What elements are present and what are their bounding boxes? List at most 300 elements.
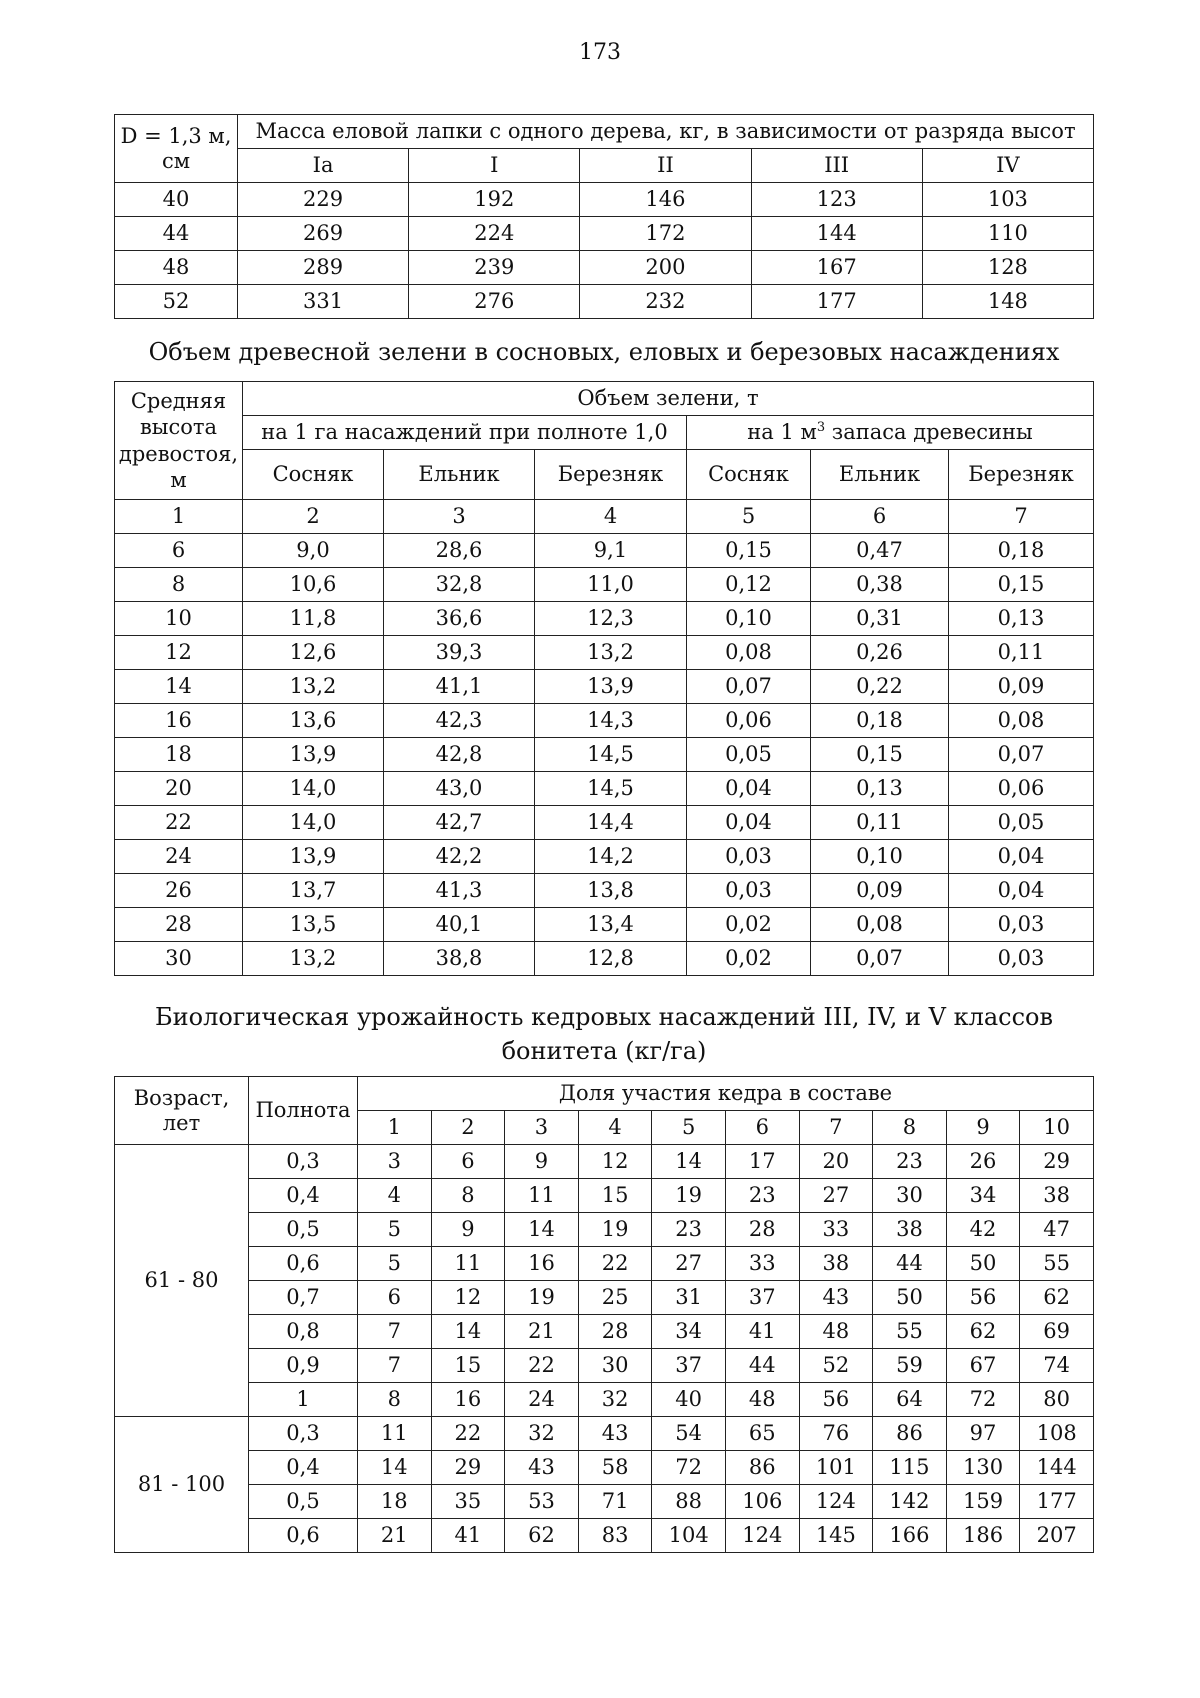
volume-cell: 39,3 <box>384 636 535 670</box>
yield-cell: 43 <box>505 1451 579 1485</box>
table-row <box>115 874 1094 908</box>
yield-cell: 108 <box>1020 1417 1094 1451</box>
yield-cell: 21 <box>505 1315 579 1349</box>
table-row <box>115 738 1094 772</box>
yield-cell: 72 <box>652 1451 726 1485</box>
column-numbering-row <box>115 500 1094 534</box>
share-column-header: 7 <box>799 1111 873 1145</box>
yield-cell: 64 <box>873 1383 947 1417</box>
column-number: 2 <box>243 500 384 534</box>
diameter-header-line1: D = 1,3 м, <box>120 124 232 149</box>
column-number: 3 <box>384 500 535 534</box>
table-row <box>115 1349 1094 1383</box>
column-number: 6 <box>811 500 949 534</box>
mass-cell: 128 <box>922 251 1093 285</box>
mass-cell: 229 <box>238 183 409 217</box>
yield-cell: 11 <box>505 1179 579 1213</box>
density-cell: 0,6 <box>249 1247 358 1281</box>
volume-cell: 14,0 <box>243 772 384 806</box>
yield-cell: 67 <box>946 1349 1020 1383</box>
yield-cell: 34 <box>652 1315 726 1349</box>
table3-caption-line1: Биологическая урожайность кедровых насаждений III, IV, и V классов <box>155 1003 1053 1031</box>
height-header-line2: высота <box>139 415 218 440</box>
table-row <box>115 636 1094 670</box>
yield-cell: 186 <box>946 1519 1020 1553</box>
volume-cell: 0,13 <box>811 772 949 806</box>
volume-cell: 13,7 <box>243 874 384 908</box>
volume-cell: 9,0 <box>243 534 384 568</box>
volume-cell: 0,18 <box>949 534 1094 568</box>
table-row <box>115 1451 1094 1485</box>
table-row <box>115 772 1094 806</box>
yield-cell: 14 <box>431 1315 505 1349</box>
yield-cell: 71 <box>578 1485 652 1519</box>
volume-cell: 0,15 <box>811 738 949 772</box>
yield-cell: 124 <box>725 1519 799 1553</box>
age-group-cell: 81 - 100 <box>115 1417 249 1553</box>
yield-cell: 11 <box>358 1417 432 1451</box>
mass-cell: 269 <box>238 217 409 251</box>
density-cell: 0,8 <box>249 1315 358 1349</box>
table-row <box>115 1485 1094 1519</box>
volume-cell: 11,8 <box>243 602 384 636</box>
yield-cell: 37 <box>652 1349 726 1383</box>
density-cell: 0,4 <box>249 1451 358 1485</box>
height-cell: 20 <box>115 772 243 806</box>
volume-cell: 0,07 <box>811 942 949 976</box>
yield-cell: 12 <box>431 1281 505 1315</box>
mass-cell: 276 <box>409 285 580 319</box>
yield-cell: 145 <box>799 1519 873 1553</box>
yield-cell: 65 <box>725 1417 799 1451</box>
volume-cell: 0,22 <box>811 670 949 704</box>
height-header <box>115 382 243 500</box>
yield-cell: 104 <box>652 1519 726 1553</box>
volume-cell: 0,10 <box>687 602 811 636</box>
volume-cell: 13,6 <box>243 704 384 738</box>
volume-cell: 0,13 <box>949 602 1094 636</box>
volume-group-header: Объем зелени, т <box>243 382 1094 416</box>
mass-cell: 172 <box>580 217 751 251</box>
yield-cell: 26 <box>946 1145 1020 1179</box>
volume-cell: 42,3 <box>384 704 535 738</box>
yield-cell: 207 <box>1020 1519 1094 1553</box>
table-row <box>115 534 1094 568</box>
table-row <box>115 285 1094 319</box>
diameter-cell: 40 <box>115 183 238 217</box>
share-column-header: 6 <box>725 1111 799 1145</box>
mass-group-header: Масса еловой лапки с одного дерева, кг, в зависимости от разряда высот <box>238 115 1094 149</box>
yield-cell: 21 <box>358 1519 432 1553</box>
volume-cell: 0,26 <box>811 636 949 670</box>
volume-cell: 0,06 <box>949 772 1094 806</box>
yield-cell: 86 <box>725 1451 799 1485</box>
per-cubic-meter-pre: на 1 м <box>747 420 817 445</box>
volume-cell: 0,02 <box>687 942 811 976</box>
table2-caption: Объем древесной зелени в сосновых, еловых и березовых насаждениях <box>148 338 1060 366</box>
yield-cell: 48 <box>799 1315 873 1349</box>
table-row <box>115 840 1094 874</box>
yield-cell: 27 <box>652 1247 726 1281</box>
yield-cell: 27 <box>799 1179 873 1213</box>
volume-cell: 0,05 <box>949 806 1094 840</box>
yield-cell: 22 <box>578 1247 652 1281</box>
volume-cell: 14,2 <box>535 840 687 874</box>
stand-type-header: Сосняк <box>687 450 811 500</box>
table-row <box>115 704 1094 738</box>
diameter-header <box>115 115 238 183</box>
age-header: Возраст, лет <box>115 1077 249 1145</box>
yield-cell: 58 <box>578 1451 652 1485</box>
volume-cell: 0,12 <box>687 568 811 602</box>
volume-cell: 9,1 <box>535 534 687 568</box>
diameter-cell: 52 <box>115 285 238 319</box>
volume-cell: 14,5 <box>535 738 687 772</box>
yield-cell: 80 <box>1020 1383 1094 1417</box>
volume-cell: 0,15 <box>949 568 1094 602</box>
density-cell: 0,4 <box>249 1179 358 1213</box>
yield-cell: 7 <box>358 1315 432 1349</box>
volume-cell: 0,04 <box>687 806 811 840</box>
volume-cell: 13,5 <box>243 908 384 942</box>
stand-type-header: Сосняк <box>243 450 384 500</box>
volume-cell: 0,03 <box>687 840 811 874</box>
yield-cell: 8 <box>431 1179 505 1213</box>
volume-cell: 0,03 <box>949 908 1094 942</box>
volume-cell: 0,04 <box>949 874 1094 908</box>
yield-cell: 35 <box>431 1485 505 1519</box>
mass-cell: 110 <box>922 217 1093 251</box>
volume-cell: 0,04 <box>687 772 811 806</box>
stand-type-header: Ельник <box>384 450 535 500</box>
yield-cell: 76 <box>799 1417 873 1451</box>
table-row <box>115 251 1094 285</box>
volume-cell: 38,8 <box>384 942 535 976</box>
density-cell: 0,3 <box>249 1145 358 1179</box>
yield-cell: 59 <box>873 1349 947 1383</box>
per-cubic-meter-post: запаса древесины <box>825 420 1033 445</box>
height-cell: 8 <box>115 568 243 602</box>
volume-cell: 41,3 <box>384 874 535 908</box>
yield-cell: 44 <box>873 1247 947 1281</box>
green-volume-table <box>114 381 1094 976</box>
volume-cell: 13,2 <box>243 670 384 704</box>
yield-cell: 23 <box>725 1179 799 1213</box>
yield-cell: 74 <box>1020 1349 1094 1383</box>
mass-cell: 144 <box>751 217 922 251</box>
yield-cell: 15 <box>578 1179 652 1213</box>
volume-cell: 36,6 <box>384 602 535 636</box>
mass-cell: 123 <box>751 183 922 217</box>
yield-cell: 4 <box>358 1179 432 1213</box>
yield-cell: 32 <box>505 1417 579 1451</box>
yield-cell: 29 <box>1020 1145 1094 1179</box>
density-cell: 0,9 <box>249 1349 358 1383</box>
mass-cell: 103 <box>922 183 1093 217</box>
yield-cell: 8 <box>358 1383 432 1417</box>
yield-cell: 28 <box>725 1213 799 1247</box>
yield-cell: 72 <box>946 1383 1020 1417</box>
volume-cell: 0,03 <box>949 942 1094 976</box>
volume-cell: 14,3 <box>535 704 687 738</box>
volume-cell: 14,0 <box>243 806 384 840</box>
yield-cell: 25 <box>578 1281 652 1315</box>
table-row <box>115 217 1094 251</box>
density-cell: 1 <box>249 1383 358 1417</box>
age-group-cell: 61 - 80 <box>115 1145 249 1417</box>
mass-cell: 200 <box>580 251 751 285</box>
density-cell: 0,7 <box>249 1281 358 1315</box>
height-cell: 24 <box>115 840 243 874</box>
density-cell: 0,3 <box>249 1417 358 1451</box>
density-cell: 0,5 <box>249 1213 358 1247</box>
cedar-yield-table <box>114 1076 1094 1553</box>
yield-cell: 62 <box>946 1315 1020 1349</box>
volume-cell: 0,09 <box>949 670 1094 704</box>
yield-cell: 18 <box>358 1485 432 1519</box>
cedar-share-header: Доля участия кедра в составе <box>358 1077 1094 1111</box>
yield-cell: 41 <box>725 1315 799 1349</box>
yield-cell: 31 <box>652 1281 726 1315</box>
mass-cell: 232 <box>580 285 751 319</box>
yield-cell: 23 <box>873 1145 947 1179</box>
yield-cell: 97 <box>946 1417 1020 1451</box>
yield-cell: 23 <box>652 1213 726 1247</box>
yield-cell: 55 <box>873 1315 947 1349</box>
table-row <box>115 942 1094 976</box>
volume-cell: 10,6 <box>243 568 384 602</box>
volume-cell: 0,11 <box>811 806 949 840</box>
yield-cell: 30 <box>873 1179 947 1213</box>
volume-cell: 32,8 <box>384 568 535 602</box>
volume-cell: 41,1 <box>384 670 535 704</box>
yield-cell: 14 <box>652 1145 726 1179</box>
volume-cell: 12,6 <box>243 636 384 670</box>
yield-cell: 9 <box>431 1213 505 1247</box>
height-cell: 26 <box>115 874 243 908</box>
height-cell: 16 <box>115 704 243 738</box>
table-row <box>115 568 1094 602</box>
share-column-header: 1 <box>358 1111 432 1145</box>
yield-cell: 62 <box>505 1519 579 1553</box>
yield-cell: 5 <box>358 1213 432 1247</box>
yield-cell: 14 <box>505 1213 579 1247</box>
volume-cell: 0,47 <box>811 534 949 568</box>
volume-cell: 0,07 <box>687 670 811 704</box>
yield-cell: 177 <box>1020 1485 1094 1519</box>
yield-cell: 101 <box>799 1451 873 1485</box>
yield-cell: 53 <box>505 1485 579 1519</box>
yield-cell: 44 <box>725 1349 799 1383</box>
yield-cell: 48 <box>725 1383 799 1417</box>
yield-cell: 15 <box>431 1349 505 1383</box>
yield-cell: 41 <box>431 1519 505 1553</box>
table-row <box>115 1179 1094 1213</box>
height-cell: 22 <box>115 806 243 840</box>
share-column-header: 3 <box>505 1111 579 1145</box>
yield-cell: 16 <box>431 1383 505 1417</box>
mass-cell: 192 <box>409 183 580 217</box>
volume-cell: 0,08 <box>811 908 949 942</box>
height-header-line4: м <box>170 467 187 492</box>
volume-cell: 12,3 <box>535 602 687 636</box>
table-row <box>115 806 1094 840</box>
yield-cell: 37 <box>725 1281 799 1315</box>
yield-cell: 38 <box>1020 1179 1094 1213</box>
yield-cell: 28 <box>578 1315 652 1349</box>
yield-cell: 56 <box>946 1281 1020 1315</box>
yield-cell: 83 <box>578 1519 652 1553</box>
page-number: 173 <box>579 40 621 65</box>
yield-cell: 47 <box>1020 1213 1094 1247</box>
mass-cell: 148 <box>922 285 1093 319</box>
yield-cell: 30 <box>578 1349 652 1383</box>
yield-cell: 11 <box>431 1247 505 1281</box>
volume-cell: 11,0 <box>535 568 687 602</box>
yield-cell: 6 <box>358 1281 432 1315</box>
volume-cell: 0,06 <box>687 704 811 738</box>
volume-cell: 13,9 <box>243 738 384 772</box>
share-column-header: 5 <box>652 1111 726 1145</box>
yield-cell: 106 <box>725 1485 799 1519</box>
mass-cell: 331 <box>238 285 409 319</box>
yield-cell: 22 <box>431 1417 505 1451</box>
column-number: 4 <box>535 500 687 534</box>
mass-cell: 177 <box>751 285 922 319</box>
yield-cell: 142 <box>873 1485 947 1519</box>
yield-cell: 62 <box>1020 1281 1094 1315</box>
height-class-header: II <box>580 149 751 183</box>
height-cell: 10 <box>115 602 243 636</box>
column-number: 7 <box>949 500 1094 534</box>
yield-cell: 6 <box>431 1145 505 1179</box>
table-row <box>115 1281 1094 1315</box>
yield-cell: 34 <box>946 1179 1020 1213</box>
yield-cell: 50 <box>946 1247 1020 1281</box>
volume-cell: 0,11 <box>949 636 1094 670</box>
yield-cell: 16 <box>505 1247 579 1281</box>
diameter-header-line2: см <box>161 148 191 173</box>
mass-cell: 167 <box>751 251 922 285</box>
volume-cell: 28,6 <box>384 534 535 568</box>
yield-cell: 55 <box>1020 1247 1094 1281</box>
height-cell: 18 <box>115 738 243 772</box>
yield-cell: 5 <box>358 1247 432 1281</box>
spruce-branch-mass-table <box>114 114 1094 319</box>
share-column-header: 4 <box>578 1111 652 1145</box>
table-row <box>115 1383 1094 1417</box>
volume-cell: 0,15 <box>687 534 811 568</box>
volume-cell: 40,1 <box>384 908 535 942</box>
per-hectare-header: на 1 га насаждений при полноте 1,0 <box>243 416 687 450</box>
yield-cell: 69 <box>1020 1315 1094 1349</box>
volume-cell: 0,04 <box>949 840 1094 874</box>
share-column-header: 10 <box>1020 1111 1094 1145</box>
volume-cell: 0,09 <box>811 874 949 908</box>
yield-cell: 19 <box>505 1281 579 1315</box>
volume-cell: 0,38 <box>811 568 949 602</box>
yield-cell: 86 <box>873 1417 947 1451</box>
height-class-header: I <box>409 149 580 183</box>
table-row <box>115 602 1094 636</box>
height-cell: 30 <box>115 942 243 976</box>
yield-cell: 124 <box>799 1485 873 1519</box>
yield-cell: 20 <box>799 1145 873 1179</box>
yield-cell: 29 <box>431 1451 505 1485</box>
volume-cell: 0,18 <box>811 704 949 738</box>
stand-type-header: Березняк <box>535 450 687 500</box>
column-number: 5 <box>687 500 811 534</box>
yield-cell: 9 <box>505 1145 579 1179</box>
volume-cell: 0,08 <box>949 704 1094 738</box>
volume-cell: 13,9 <box>243 840 384 874</box>
yield-cell: 33 <box>799 1213 873 1247</box>
table-row <box>115 183 1094 217</box>
table-row <box>115 1145 1094 1179</box>
diameter-cell: 48 <box>115 251 238 285</box>
density-cell: 0,6 <box>249 1519 358 1553</box>
table-row <box>115 908 1094 942</box>
volume-cell: 42,8 <box>384 738 535 772</box>
yield-cell: 52 <box>799 1349 873 1383</box>
yield-cell: 40 <box>652 1383 726 1417</box>
yield-cell: 115 <box>873 1451 947 1485</box>
height-cell: 6 <box>115 534 243 568</box>
volume-cell: 13,8 <box>535 874 687 908</box>
mass-cell: 239 <box>409 251 580 285</box>
per-cubic-meter-header <box>687 416 1094 450</box>
yield-cell: 38 <box>799 1247 873 1281</box>
height-header-line3: древостоя, <box>118 441 239 466</box>
height-class-header: IV <box>922 149 1093 183</box>
table-row <box>115 1213 1094 1247</box>
volume-cell: 14,5 <box>535 772 687 806</box>
yield-cell: 88 <box>652 1485 726 1519</box>
table-row <box>115 1247 1094 1281</box>
diameter-cell: 44 <box>115 217 238 251</box>
share-column-header: 8 <box>873 1111 947 1145</box>
yield-cell: 33 <box>725 1247 799 1281</box>
yield-cell: 32 <box>578 1383 652 1417</box>
mass-cell: 289 <box>238 251 409 285</box>
volume-cell: 14,4 <box>535 806 687 840</box>
density-cell: 0,5 <box>249 1485 358 1519</box>
yield-cell: 38 <box>873 1213 947 1247</box>
stand-type-header: Ельник <box>811 450 949 500</box>
table-row <box>115 670 1094 704</box>
share-column-header: 9 <box>946 1111 1020 1145</box>
volume-cell: 0,02 <box>687 908 811 942</box>
yield-cell: 42 <box>946 1213 1020 1247</box>
yield-cell: 17 <box>725 1145 799 1179</box>
volume-cell: 12,8 <box>535 942 687 976</box>
volume-cell: 13,2 <box>243 942 384 976</box>
yield-cell: 24 <box>505 1383 579 1417</box>
share-column-header: 2 <box>431 1111 505 1145</box>
volume-cell: 42,7 <box>384 806 535 840</box>
table-row <box>115 1519 1094 1553</box>
yield-cell: 12 <box>578 1145 652 1179</box>
height-class-header: Ia <box>238 149 409 183</box>
yield-cell: 144 <box>1020 1451 1094 1485</box>
yield-cell: 14 <box>358 1451 432 1485</box>
volume-cell: 0,05 <box>687 738 811 772</box>
column-number: 1 <box>115 500 243 534</box>
yield-cell: 166 <box>873 1519 947 1553</box>
height-class-header: III <box>751 149 922 183</box>
height-cell: 14 <box>115 670 243 704</box>
volume-cell: 13,2 <box>535 636 687 670</box>
